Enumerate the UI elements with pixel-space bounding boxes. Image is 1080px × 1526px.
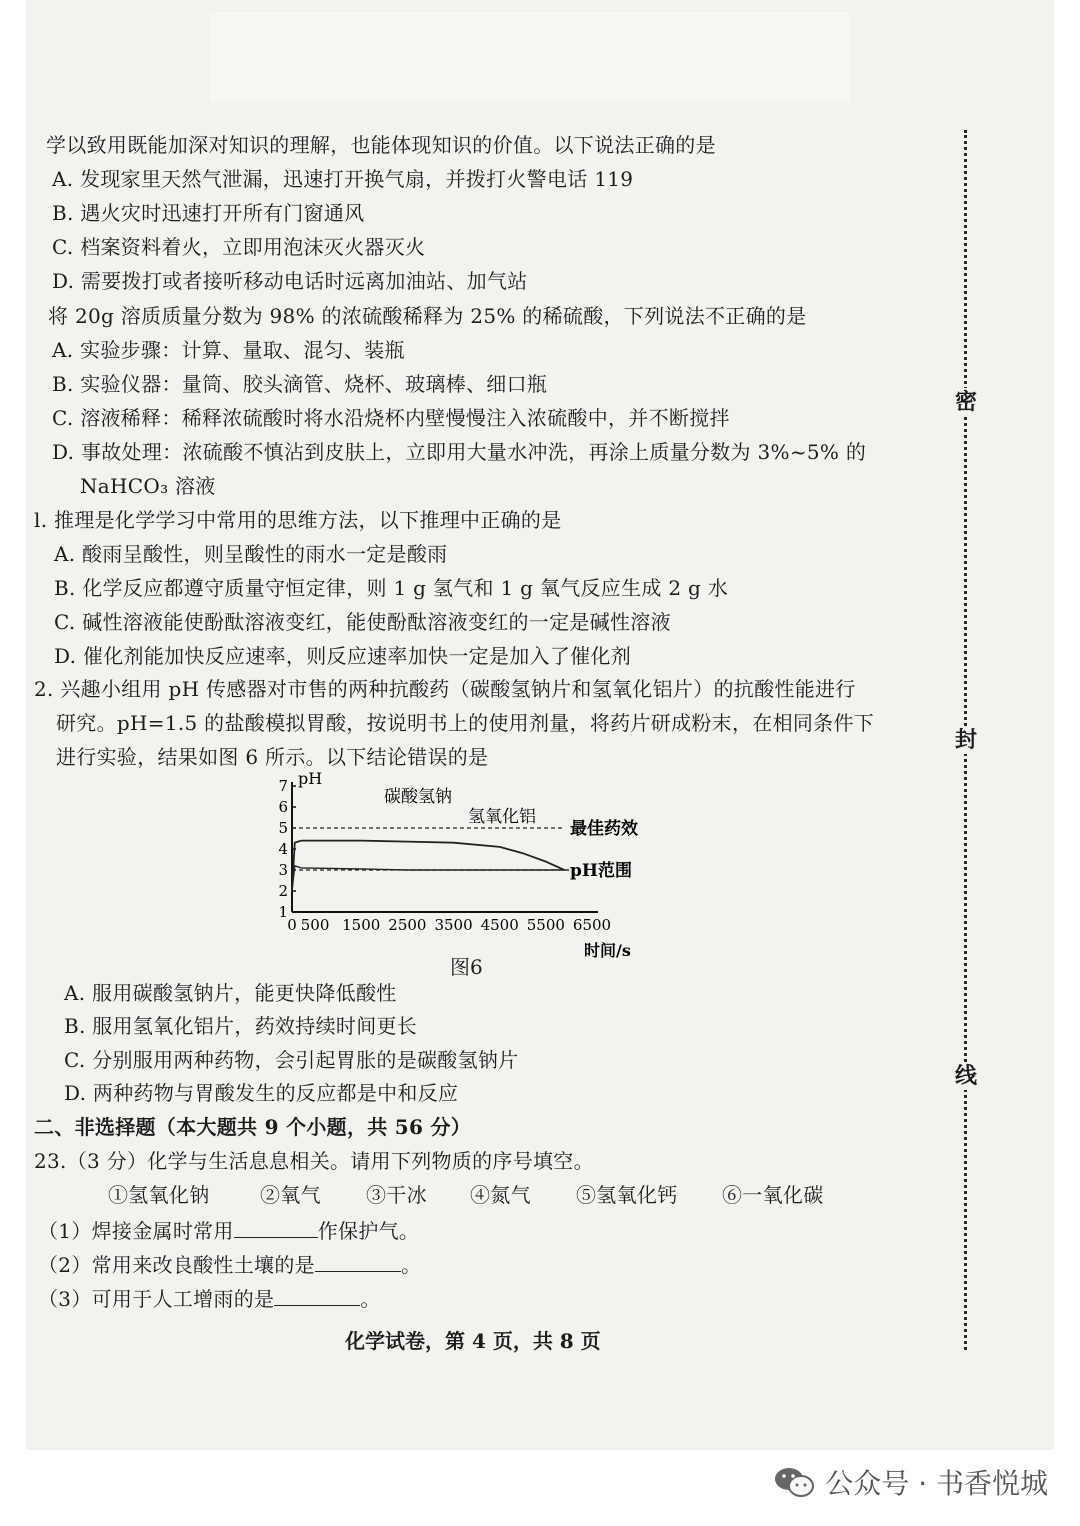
- q23-substance-1: ①氢氧化钠: [108, 1183, 210, 1207]
- chart-reference-lines: [292, 828, 564, 870]
- q19-option-b: B. 遇火灾时迅速打开所有门窗通风: [52, 201, 365, 225]
- reference-line-label: 最佳药效: [570, 819, 638, 839]
- q23-part-3-before: （3）可用于人工增雨的是: [38, 1287, 275, 1311]
- q19-stem: 学以致用既能加深对知识的理解，也能体现知识的价值。以下说法正确的是: [46, 133, 716, 157]
- q23-substance-5: ⑤氢氧化钙: [576, 1183, 678, 1207]
- seal-char-feng: 封: [952, 726, 980, 754]
- q23-part-3-after: 。: [360, 1287, 381, 1311]
- x-tick-label: 6500: [572, 916, 612, 934]
- y-tick-label: 3: [278, 861, 288, 879]
- y-tick-label: 5: [278, 819, 288, 837]
- q22-stem-line2: 研究。pH=1.5 的盐酸模拟胃酸，按说明书上的使用剂量，将药片研成粉末，在相同条件下: [56, 711, 875, 735]
- q23-part-1-before: （1）焊接金属时常用: [38, 1219, 234, 1243]
- q21-option-a: A. 酸雨呈酸性，则呈酸性的雨水一定是酸雨: [54, 542, 448, 566]
- q20-option-a: A. 实验步骤：计算、量取、混匀、装瓶: [52, 338, 405, 362]
- y-tick-label: 4: [278, 840, 288, 858]
- q19-option-c: C. 档案资料着火，立即用泡沫灭火器灭火: [52, 235, 426, 259]
- series-label: 氢氧化铝: [468, 807, 536, 827]
- scan-smudge: [210, 12, 850, 102]
- y-tick-label: 2: [278, 882, 288, 900]
- watermark-text: 公众号 · 书香悦城: [825, 1467, 1048, 1500]
- q22-stem-line1: 2. 兴趣小组用 pH 传感器对市售的两种抗酸药（碳酸氢钠片和氢氧化铝片）的抗酸性能进行: [34, 677, 856, 701]
- q20-option-c: C. 溶液稀释：稀释浓硫酸时将水沿烧杯内壁慢慢注入浓硫酸中，并不断搅拌: [52, 406, 730, 430]
- q22-option-a: A. 服用碳酸氢钠片，能更快降低酸性: [64, 981, 397, 1005]
- q20-option-b: B. 实验仪器：量筒、胶头滴管、烧杯、玻璃棒、细口瓶: [52, 372, 548, 396]
- chart-series: [292, 841, 569, 891]
- section2-heading: 二、非选择题（本大题共 9 个小题，共 56 分）: [34, 1115, 472, 1139]
- q21-option-b: B. 化学反应都遵守质量守恒定律，则 1 g 氢气和 1 g 氧气反应生成 2 g 水: [54, 576, 729, 600]
- q23-part-1-blank[interactable]: [234, 1219, 318, 1238]
- q23-part-2-blank[interactable]: [315, 1253, 401, 1272]
- series-line: [292, 841, 564, 891]
- watermark: [773, 1462, 1048, 1502]
- x-axis-label: 时间/s: [584, 941, 631, 960]
- series-label: 碳酸氢钠: [384, 787, 452, 807]
- series-line: [292, 866, 569, 891]
- q23-part-2: [38, 1253, 421, 1277]
- q23-substance-6: ⑥一氧化碳: [722, 1183, 824, 1207]
- q23-substance-4: ④氮气: [470, 1183, 531, 1207]
- q21-option-d: D. 催化剂能加快反应速率，则反应速率加快一定是加入了催化剂: [54, 644, 632, 668]
- q22-option-b: B. 服用氢氧化铝片，药效持续时间更长: [64, 1014, 418, 1038]
- q23-stem: 23.（3 分）化学与生活息息相关。请用下列物质的序号填空。: [34, 1149, 594, 1173]
- q22-stem-line3: 进行实验，结果如图 6 所示。以下结论错误的是: [56, 745, 489, 769]
- y-tick-label: 6: [278, 798, 288, 816]
- q21-stem: l. 推理是化学学习中常用的思维方法，以下推理中正确的是: [34, 508, 562, 532]
- q23-part-1-after: 作保护气。: [317, 1219, 420, 1243]
- x-tick-label: 500: [300, 916, 330, 934]
- q23-part-2-before: （2）常用来改良酸性土壤的是: [38, 1253, 315, 1277]
- q20-stem: 将 20g 溶质质量分数为 98% 的浓硫酸稀释为 25% 的稀硫酸，下列说法不正确的是: [48, 304, 807, 328]
- q19-option-a: A. 发现家里天然气泄漏，迅速打开换气扇，并拨打火警电话 119: [52, 167, 634, 191]
- q21-option-c: C. 碱性溶液能使酚酞溶液变红，能使酚酞溶液变红的一定是碱性溶液: [54, 610, 671, 634]
- ph-chart: [270, 772, 690, 962]
- seal-char-mi: 密: [952, 388, 980, 416]
- q23-part-2-after: 。: [400, 1253, 422, 1277]
- q20-option-d-cont: NaHCO₃ 溶液: [80, 474, 216, 498]
- ph-chart-svg: [270, 772, 690, 962]
- q19-option-d: D. 需要拨打或者接听移动电话时远离加油站、加气站: [52, 269, 528, 293]
- y-tick-label: 7: [278, 777, 288, 795]
- y-tick-label: 1: [278, 903, 288, 921]
- chart-labels: [278, 772, 638, 960]
- figure-caption: 图6: [450, 955, 483, 979]
- q23-part-3-blank[interactable]: [274, 1287, 360, 1306]
- q23-substance-2: ②氧气: [260, 1183, 321, 1207]
- x-tick-label: 0: [287, 916, 297, 934]
- x-tick-label: 5500: [526, 916, 565, 934]
- q23-substance-3: ③干冰: [366, 1183, 427, 1207]
- page-footer: 化学试卷，第 4 页，共 8 页: [345, 1329, 601, 1353]
- x-tick-label: 2500: [388, 916, 427, 934]
- wechat-icon: [773, 1465, 815, 1499]
- x-tick-label: 1500: [342, 916, 381, 934]
- reference-line-label: pH范围: [570, 861, 632, 881]
- q20-option-d: D. 事故处理：浓硫酸不慎沾到皮肤上，立即用大量水冲洗，再涂上质量分数为 3%~5% 的: [52, 440, 867, 464]
- q23-part-3: [38, 1287, 381, 1311]
- q23-part-1: [38, 1219, 419, 1243]
- q22-option-c: C. 分别服用两种药物，会引起胃胀的是碳酸氢钠片: [64, 1048, 519, 1072]
- x-tick-label: 4500: [480, 916, 519, 934]
- y-axis-label: pH: [298, 772, 323, 788]
- x-tick-label: 3500: [434, 916, 473, 934]
- q22-option-d: D. 两种药物与胃酸发生的反应都是中和反应: [64, 1081, 459, 1105]
- seal-char-xian: 线: [952, 1062, 980, 1090]
